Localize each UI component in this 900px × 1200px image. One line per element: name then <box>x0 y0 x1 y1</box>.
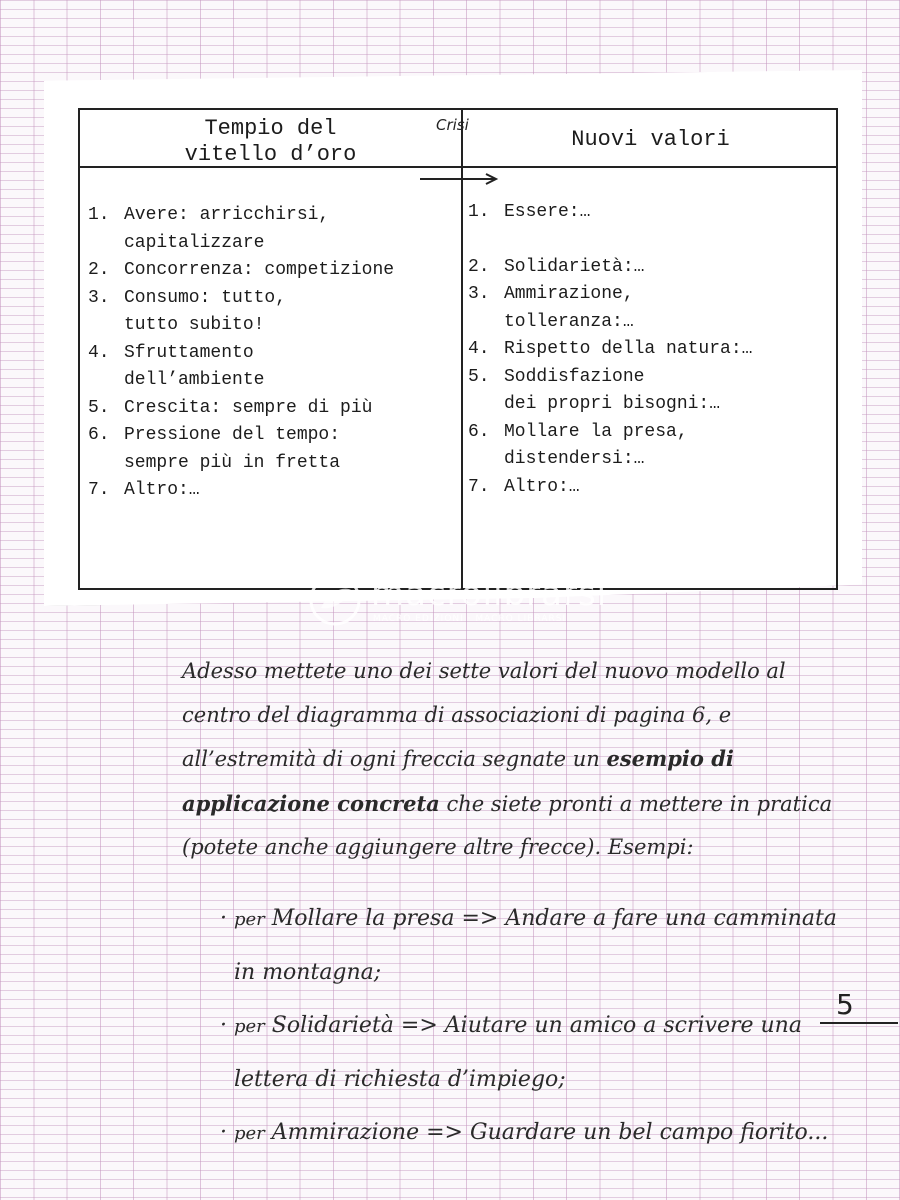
instructions-emphasis: esempio di applicazione concreta <box>182 746 734 816</box>
leaf-logo-icon <box>305 572 365 628</box>
list-item <box>88 477 458 505</box>
item-text: Essere:… <box>504 202 591 222</box>
page-number-underline <box>820 1022 898 1024</box>
item-number: 6. <box>468 421 490 442</box>
watermark-text: macrolibrarsi <box>371 574 608 614</box>
item-number: 2. <box>468 256 490 277</box>
item-number: 3. <box>88 287 110 308</box>
item-text: Altro:… <box>124 480 200 500</box>
example-item <box>220 1106 860 1160</box>
item-number: 1. <box>468 202 490 222</box>
item-text: Concorrenza: competizione <box>124 260 395 280</box>
item-number: 4. <box>88 342 110 363</box>
item-number: 4. <box>468 339 490 359</box>
example-value: Mollare la presa <box>271 906 455 931</box>
item-number: 5. <box>468 366 490 387</box>
list-item <box>468 199 838 227</box>
list-item <box>468 364 838 419</box>
example-action: Aiutare un amico a scrivere una lettera di richiesta d’impiego; <box>234 1013 802 1092</box>
arrow-right-icon <box>418 172 502 186</box>
example-action: Andare a fare una camminata in montagna; <box>234 906 837 985</box>
list-item <box>468 281 838 336</box>
crisis-label: Crisi <box>436 116 469 134</box>
item-number: 5. <box>88 397 110 418</box>
example-arrow: => <box>400 1013 438 1038</box>
example-prefix: per <box>234 909 265 930</box>
item-number: 7. <box>88 480 110 500</box>
list-item <box>88 257 458 285</box>
list-item <box>468 419 838 474</box>
item-text: Altro:… <box>504 476 580 497</box>
item-text: Avere: arricchirsi, capitalizzare <box>124 205 330 253</box>
new-values-list <box>468 199 838 501</box>
old-values-list <box>88 202 458 505</box>
example-arrow: => <box>461 906 499 931</box>
right-column-header: Nuovi valori <box>571 127 730 152</box>
page-number: 5 <box>836 988 854 1021</box>
item-text: Sfruttamento dell’ambiente <box>124 342 265 390</box>
item-text: Ammirazione, tolleranza:… <box>504 284 634 332</box>
instructions-text: Adesso mettete uno dei sette valori del nuovo modello al centro del diagramma di associazioni di pagina 6, e all’estremità di ogni freccia segnate un <box>182 659 786 771</box>
list-item <box>468 254 838 282</box>
example-action: Guardare un bel campo fiorito... <box>470 1120 829 1145</box>
list-item <box>88 422 458 477</box>
item-text: Solidarietà:… <box>504 256 645 277</box>
item-text: Crescita: sempre di più <box>124 397 373 418</box>
list-item <box>88 285 458 340</box>
examples-list <box>220 892 860 1160</box>
item-number: 3. <box>468 284 490 304</box>
example-arrow: => <box>426 1120 463 1145</box>
example-item <box>220 999 860 1106</box>
watermark-tagline: MACRO EDIZIONI · MACRO LIBRARSI <box>373 614 567 624</box>
watermark <box>305 572 625 632</box>
example-prefix: per <box>234 1123 265 1144</box>
item-text: Consumo: tutto, tutto subito! <box>124 287 287 335</box>
list-item <box>88 340 458 395</box>
list-item <box>468 474 838 502</box>
item-number: 1. <box>88 205 110 225</box>
item-number: 7. <box>468 476 490 497</box>
item-number: 6. <box>88 425 110 445</box>
item-text: Pressione del tempo: sempre più in fretta <box>124 425 341 473</box>
example-item <box>220 892 860 999</box>
item-number: 2. <box>88 260 110 280</box>
item-text: Soddisfazione dei propri bisogni:… <box>504 366 721 414</box>
left-column-header: Tempio del vitello d’oro <box>184 116 357 167</box>
item-text: Rispetto della natura:… <box>504 339 753 359</box>
instructions-paragraph <box>182 650 858 870</box>
list-item <box>468 336 838 364</box>
example-value: Ammirazione <box>271 1120 420 1145</box>
item-text: Mollare la presa, distendersi:… <box>504 421 688 469</box>
instructions-text-end: che siete pronti a mettere in pratica (potete anche aggiungere altre frecce). Esempi: <box>182 791 833 859</box>
example-prefix: per <box>234 1016 265 1037</box>
list-item <box>88 202 458 257</box>
list-item <box>88 395 458 423</box>
values-table <box>78 108 838 590</box>
example-value: Solidarietà <box>271 1013 394 1038</box>
